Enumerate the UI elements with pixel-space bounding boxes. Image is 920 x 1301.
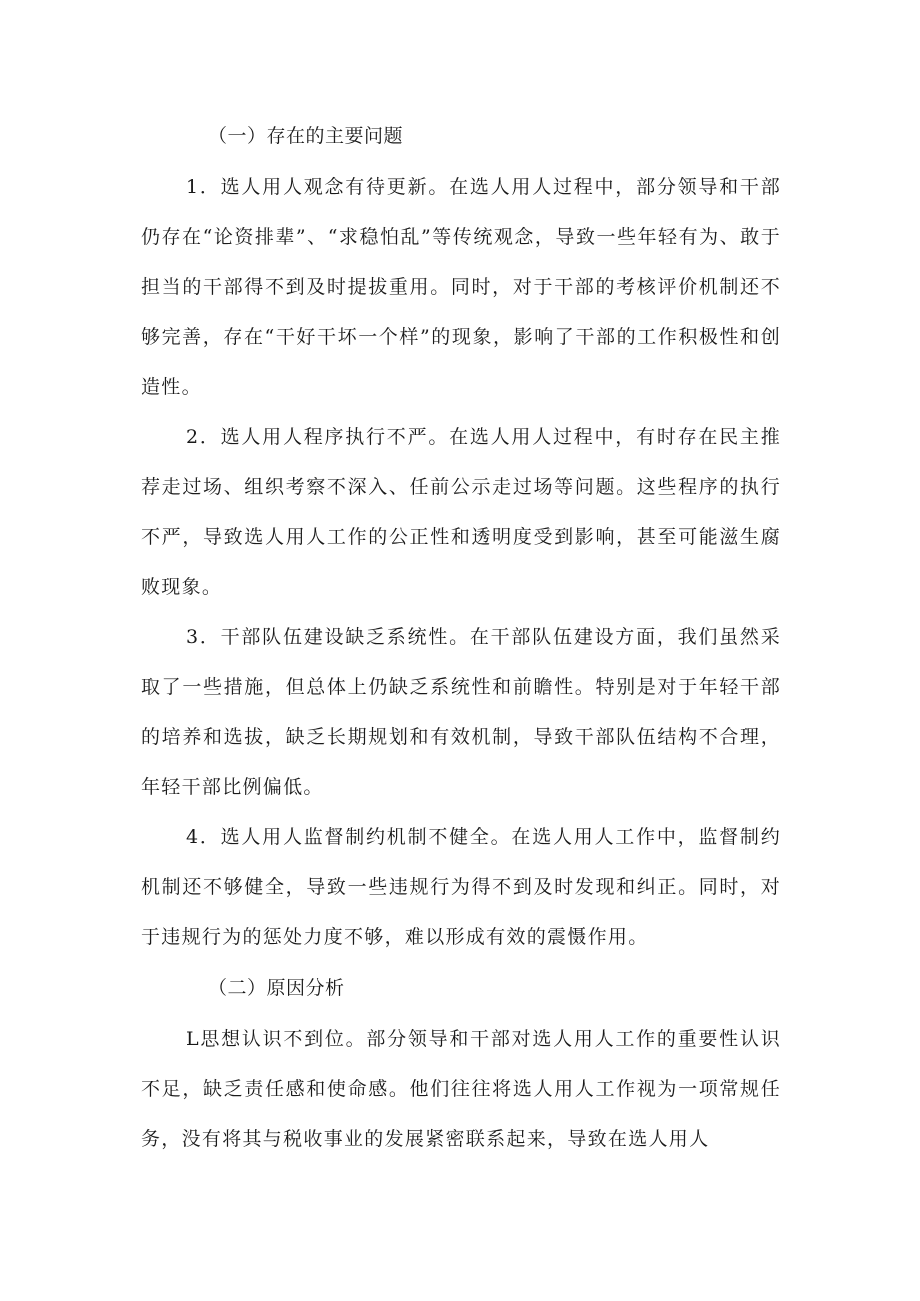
section-heading-causes: （二）原因分析: [208, 977, 345, 999]
paragraph-4: 4．选人用人监督制约机制不健全。在选人用人工作中，监督制约机制还不够健全，导致一些违规行为得不到及时发现和纠正。同时，对于违规行为的惩处力度不够，难以形成有效的震慑作用。: [141, 826, 781, 948]
paragraph-1: 1．选人用人观念有待更新。在选人用人过程中，部分领导和干部仍存在“论资排辈”、“求稳怕乱”等传统观念，导致一些年轻有为、敢于担当的干部得不到及时提拔重用。同时，对于干部的考核评价机制还不够完善，存在“干好干坏一个样”的现象，影响了干部的工作积极性和创造性。: [141, 176, 781, 398]
document-body: [141, 110, 781, 1164]
paragraph-2: 2．选人用人程序执行不严。在选人用人过程中，有时存在民主推荐走过场、组织考察不深入、任前公示走过场等问题。这些程序的执行不严，导致选人用人工作的公正性和透明度受到影响，甚至可能滋生腐败现象。: [141, 426, 781, 598]
section-heading-problems: （一）存在的主要问题: [208, 125, 404, 147]
paragraph-3: 3．干部队伍建设缺乏系统性。在干部队伍建设方面，我们虽然采取了一些措施，但总体上仍缺乏系统性和前瞻性。特别是对于年轻干部的培养和选拔，缺乏长期规划和有效机制，导致干部队伍结构不合理，年轻干部比例偏低。: [141, 626, 781, 798]
paragraph-5: L思想认识不到位。部分领导和干部对选人用人工作的重要性认识不足，缺乏责任感和使命感。他们往往将选人用人工作视为一项常规任务，没有将其与税收事业的发展紧密联系起来，导致在选人用人: [141, 1028, 781, 1150]
